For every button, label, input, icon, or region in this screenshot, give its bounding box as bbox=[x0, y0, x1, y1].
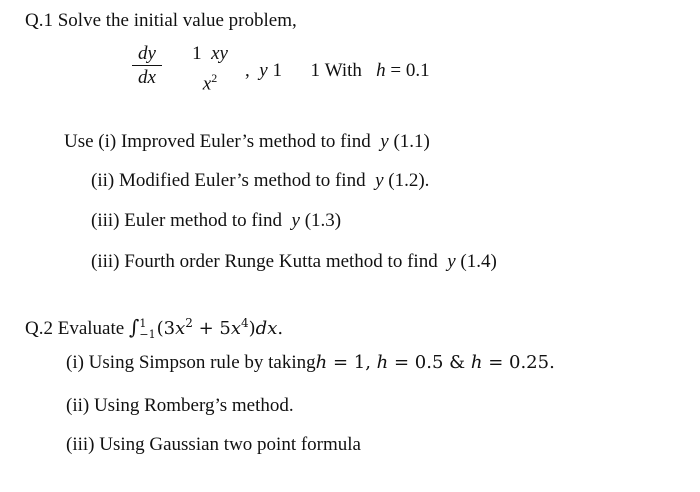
upper-limit: 1 bbox=[139, 317, 147, 330]
q2-item-gaussian: (iii) Using Gaussian two point formula bbox=[66, 434, 361, 455]
step-h3: h bbox=[470, 352, 483, 373]
q1-item-modified-euler bbox=[91, 170, 429, 192]
integrand-plus: + 5 bbox=[192, 318, 231, 339]
q2-item-simpson bbox=[66, 352, 555, 374]
fraction-numerator bbox=[182, 44, 238, 64]
step-h2: h bbox=[376, 352, 389, 373]
item-text: (i) Using Simpson rule by taking bbox=[66, 352, 316, 373]
numerator-xy: xy bbox=[211, 43, 228, 64]
integral-limits bbox=[139, 318, 155, 340]
condition-value-2: 1 bbox=[310, 60, 320, 81]
fraction-denominator-dx: dx bbox=[138, 67, 156, 88]
denominator-exponent: 2 bbox=[211, 71, 218, 85]
step-h-label: h bbox=[376, 60, 386, 81]
step-v1: = 1, bbox=[327, 352, 377, 373]
integrand-x1: x bbox=[175, 318, 186, 339]
integral-symbol: ∫ bbox=[128, 315, 140, 339]
step-h1: h bbox=[315, 352, 328, 373]
numerator-one: 1 bbox=[192, 43, 202, 64]
q1-heading: Q.1 Solve the initial value problem, bbox=[25, 10, 297, 31]
exponent-2: 4 bbox=[241, 316, 249, 330]
q2-heading-text: Q.2 Evaluate bbox=[25, 318, 125, 339]
condition-value-1: 1 bbox=[272, 60, 282, 81]
item-target: y bbox=[375, 170, 384, 191]
equation-condition bbox=[245, 60, 430, 82]
equation-comma: , bbox=[245, 60, 250, 81]
integrand-dx: dx bbox=[255, 318, 278, 339]
q1-item-euler bbox=[91, 210, 341, 232]
integral-expression bbox=[128, 315, 284, 341]
integrand-period: . bbox=[277, 318, 284, 339]
item-target: y bbox=[380, 131, 389, 152]
lower-limit: −1 bbox=[139, 328, 156, 341]
fraction-denominator bbox=[182, 68, 238, 94]
step-h-value: = 0.1 bbox=[390, 60, 430, 81]
rhs-fraction bbox=[182, 44, 238, 94]
q2-item-romberg: (ii) Using Romberg’s method. bbox=[66, 395, 294, 416]
fraction-bar bbox=[132, 65, 162, 66]
with-text: With bbox=[324, 60, 362, 81]
item-arg: (1.1) bbox=[393, 131, 430, 152]
denominator-x: x bbox=[202, 73, 212, 95]
fraction-bar-hidden bbox=[196, 65, 228, 66]
exponent-1: 2 bbox=[185, 316, 193, 330]
item-text: (iii) Euler method to find bbox=[91, 210, 283, 231]
integrand-open: (3 bbox=[156, 318, 176, 339]
item-text: Use (i) Improved Euler’s method to find bbox=[64, 131, 371, 152]
item-target: y bbox=[447, 251, 456, 272]
item-text: (iii) Fourth order Runge Kutta method to find bbox=[91, 251, 438, 272]
item-arg: (1.2). bbox=[388, 170, 430, 191]
fraction-numerator-dy: dy bbox=[138, 43, 156, 64]
q2-heading bbox=[25, 312, 283, 340]
dy-dx-fraction bbox=[132, 44, 162, 88]
step-v2: = 0.5 & bbox=[388, 352, 471, 373]
integrand-close: ) bbox=[248, 318, 256, 339]
condition-y: y bbox=[259, 60, 268, 81]
item-arg: (1.4) bbox=[460, 251, 497, 272]
item-arg: (1.3) bbox=[304, 210, 342, 231]
step-v3: = 0.25. bbox=[482, 352, 555, 373]
integrand-x2: x bbox=[230, 318, 241, 339]
item-target: y bbox=[291, 210, 300, 231]
q1-item-runge-kutta bbox=[91, 251, 497, 273]
q1-item-improved-euler bbox=[64, 131, 430, 153]
item-text: (ii) Modified Euler’s method to find bbox=[91, 170, 366, 191]
